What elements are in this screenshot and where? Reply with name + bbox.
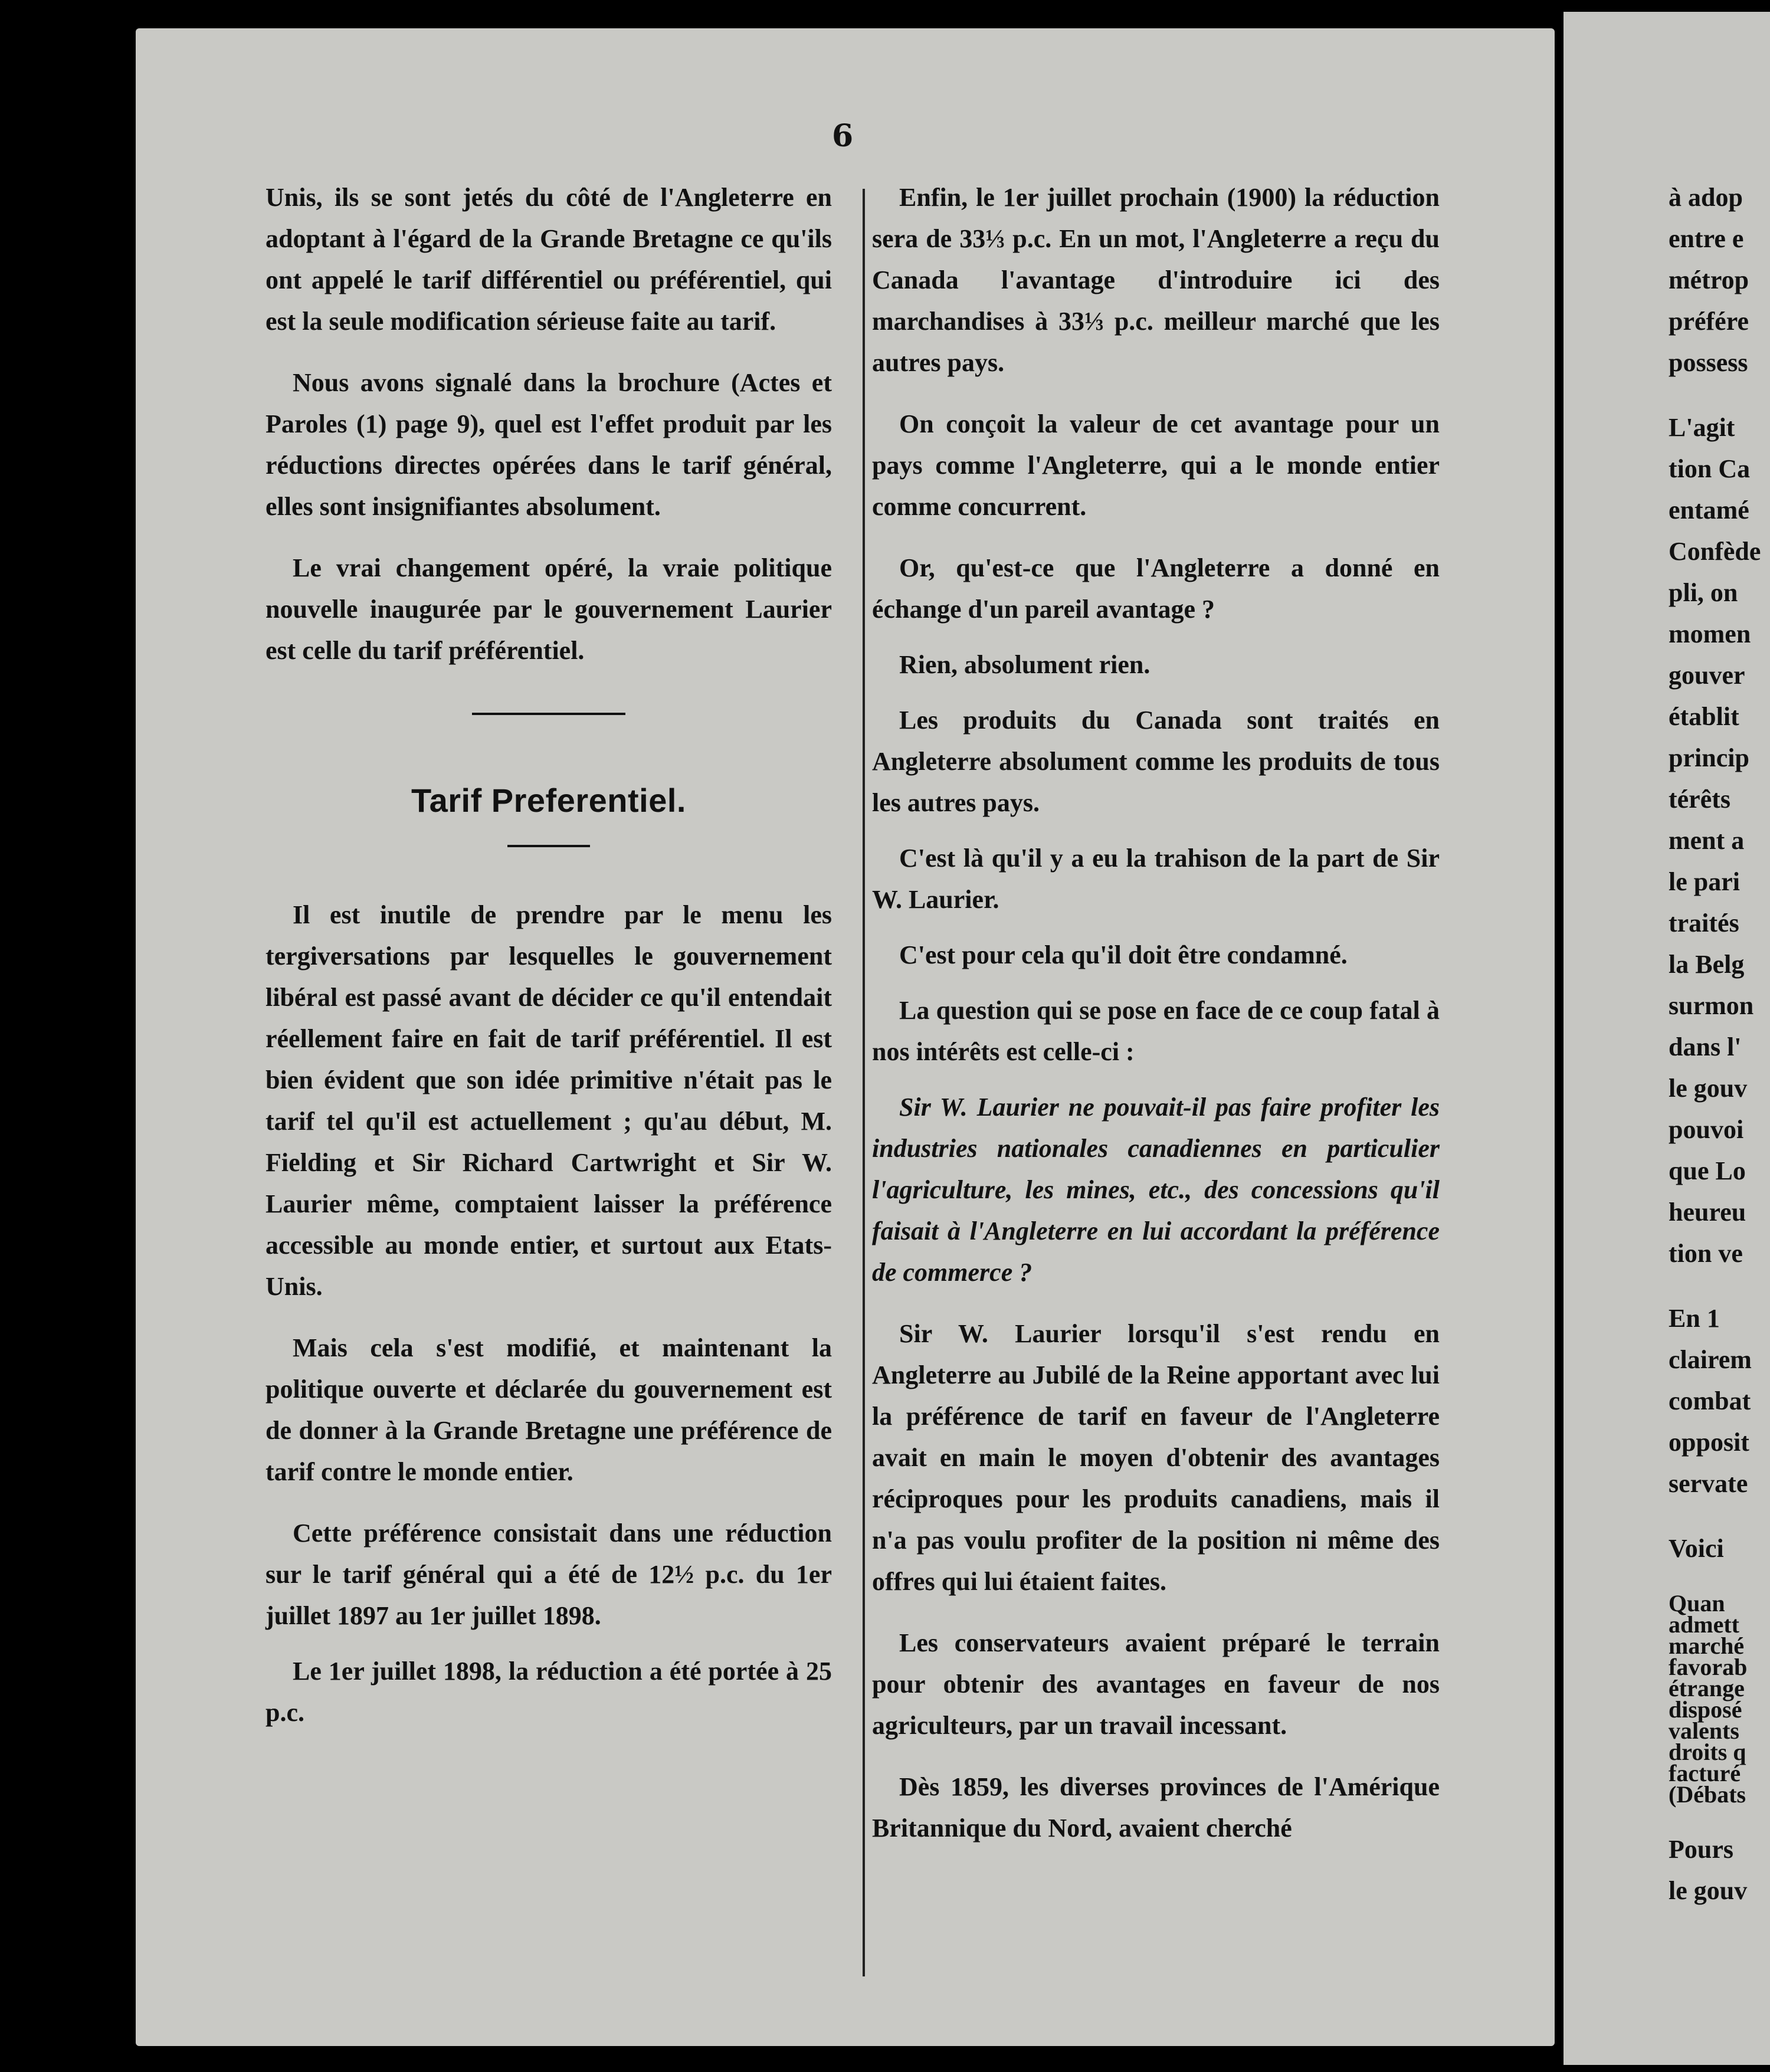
fragment-line: Voici bbox=[1669, 1534, 1724, 1563]
fragment-line: tion ve bbox=[1669, 1239, 1743, 1268]
fragment-line: heureu bbox=[1669, 1198, 1746, 1227]
column-divider bbox=[863, 189, 865, 1976]
fragment-line: valents bbox=[1669, 1717, 1739, 1744]
paragraph: Mais cela s'est modifié, et maintenant la politique ouverte et déclarée du gouvernement est de donner à la Grande Bretagne une préférence de tarif contre le monde entier. bbox=[266, 1333, 832, 1486]
section-title: Tarif Preferentiel. bbox=[411, 782, 686, 819]
fragment-line: combat bbox=[1669, 1386, 1751, 1415]
fragment-line: clairem bbox=[1669, 1345, 1752, 1374]
paragraph: Or, qu'est-ce que l'Angleterre a donné en échange d'un pareil avantage ? bbox=[872, 553, 1440, 624]
fragment-line: entamé bbox=[1669, 496, 1749, 524]
fragment-line: (Débats bbox=[1669, 1781, 1746, 1808]
fragment-line: entre e bbox=[1669, 224, 1744, 253]
fragment-line: pouvoi bbox=[1669, 1115, 1744, 1144]
fragment-line: à adop bbox=[1669, 183, 1743, 212]
fragment-line: facturé bbox=[1669, 1760, 1741, 1786]
fragment-line: En 1 bbox=[1669, 1304, 1720, 1333]
paragraph: Rien, absolument rien. bbox=[899, 650, 1150, 679]
paragraph: C'est pour cela qu'il doit être condamné. bbox=[899, 940, 1348, 969]
fragment-line: tion Ca bbox=[1669, 454, 1751, 483]
paragraph: Il est inutile de prendre par le menu les tergiversations par lesquelles le gouvernement libéral est passé avant de décider ce qu'il entendait réellement faire en fait de tarif préférentiel. Il est bien évident que son idée primitive n'était pas le tarif tel qu'il est actuellement ; qu'au début, M. Fielding et Sir Richard Cartwright et Sir W. Laurier même, comptaient laisser la préférence accessible au monde entier, et surtout aux Etats-Unis. bbox=[266, 900, 832, 1301]
paragraph: Unis, ils se sont jetés du côté de l'Angleterre en adoptant à l'égard de la Grande Bretagne ce qu'ils ont appelé le tarif différentiel ou préférentiel, qui est la seule modification sérieuse faite au tarif. bbox=[266, 183, 832, 336]
fragment-line: possess bbox=[1669, 348, 1748, 377]
paragraph: C'est là qu'il y a eu la trahison de la part de Sir W. Laurier. bbox=[872, 844, 1440, 914]
fragment-line: servate bbox=[1669, 1469, 1748, 1498]
paragraph: Les produits du Canada sont traités en Angleterre absolument comme les produits de tous les autres pays. bbox=[872, 706, 1440, 817]
italic-text: Sir W. Laurier ne pouvait-il pas faire profiter les industries nationales canadiennes en particulier l'agriculture, les mines, etc., des concessions qu'il faisait à l'Angleterre en lui accordant la préférence de commerce ? bbox=[872, 1093, 1440, 1287]
paragraph: Enfin, le 1er juillet prochain (1900) la réduction sera de 33⅓ p.c. En un mot, l'Angleterre a reçu du Canada l'avantage d'introduire ici des marchandises à 33⅓ p.c. meilleur marché que les autres pays. bbox=[872, 183, 1440, 377]
fragment-line: Quan bbox=[1669, 1590, 1725, 1617]
fragment-line: opposit bbox=[1669, 1428, 1749, 1457]
paragraph: Sir W. Laurier lorsqu'il s'est rendu en Angleterre au Jubilé de la Reine apportant avec lui la préférence de tarif en faveur de l'Angleterre avait en main le moyen d'obtenir des avantages réciproques pour les produits canadiens, mais il n'a pas voulu profiter de la position ni même des offres qui lui étaient faites. bbox=[872, 1319, 1440, 1596]
fragment-line: marché bbox=[1669, 1632, 1745, 1659]
fragment-line: pli, on bbox=[1669, 578, 1738, 607]
paragraph: Le 1er juillet 1898, la réduction a été portée à 25 p.c. bbox=[266, 1657, 832, 1727]
paragraph: On conçoit la valeur de cet avantage pour un pays comme l'Angleterre, qui a le monde entier comme concurrent. bbox=[872, 409, 1440, 521]
fragment-line: térêts bbox=[1669, 785, 1731, 814]
paragraph: Dès 1859, les diverses provinces de l'Amérique Britannique du Nord, avaient cherché bbox=[872, 1772, 1440, 1842]
left-column bbox=[266, 177, 832, 1753]
adjacent-page-text bbox=[1669, 177, 1770, 1912]
page-number: 6 bbox=[832, 118, 854, 154]
fragment-line: le gouv bbox=[1669, 1876, 1748, 1905]
paragraph: La question qui se pose en face de ce coup fatal à nos intérêts est celle-ci : bbox=[872, 996, 1440, 1066]
fragment-line: droits q bbox=[1669, 1739, 1746, 1765]
fragment-line: établit bbox=[1669, 702, 1739, 731]
paragraph: Le vrai changement opéré, la vraie politique nouvelle inaugurée par le gouvernement Laurier est celle du tarif préférentiel. bbox=[266, 553, 832, 665]
fragment-line: admett bbox=[1669, 1611, 1739, 1638]
right-column bbox=[872, 177, 1440, 1869]
fragment-line: la Belg bbox=[1669, 950, 1745, 979]
fragment-line: disposé bbox=[1669, 1696, 1742, 1723]
fragment-line: L'agit bbox=[1669, 413, 1735, 442]
fragment-line: que Lo bbox=[1669, 1156, 1746, 1185]
fragment-line: le pari bbox=[1669, 867, 1740, 896]
fragment-line: gouver bbox=[1669, 661, 1745, 690]
italic-paragraph bbox=[872, 1087, 1440, 1293]
fragment-line: surmon bbox=[1669, 991, 1754, 1020]
section-rule-top bbox=[472, 713, 625, 715]
fragment-line: métrop bbox=[1669, 265, 1749, 294]
paragraph: Nous avons signalé dans la brochure (Actes et Paroles (1) page 9), quel est l'effet produit par les réductions directes opérées dans le tarif général, elles sont insignifiantes absolument. bbox=[266, 368, 832, 521]
fragment-line: le gouv bbox=[1669, 1074, 1748, 1103]
fragment-line: traités bbox=[1669, 909, 1739, 937]
fragment-line: ment a bbox=[1669, 826, 1745, 855]
fragment-line: Confède bbox=[1669, 537, 1761, 566]
fragment-line: étrange bbox=[1669, 1675, 1745, 1701]
paragraph: Cette préférence consistait dans une réduction sur le tarif général qui a été de 12½ p.c. du 1er juillet 1897 au 1er juillet 1898. bbox=[266, 1519, 832, 1630]
section-rule-bottom bbox=[507, 845, 590, 847]
fragment-line: dans l' bbox=[1669, 1032, 1742, 1061]
fragment-line: Pours bbox=[1669, 1835, 1733, 1864]
fragment-line: préfére bbox=[1669, 307, 1749, 336]
fragment-line: favorab bbox=[1669, 1654, 1748, 1680]
fragment-line: momen bbox=[1669, 619, 1751, 648]
paragraph: Les conservateurs avaient préparé le terrain pour obtenir des avantages en faveur de nos agriculteurs, par un travail incessant. bbox=[872, 1628, 1440, 1740]
fragment-line: princip bbox=[1669, 743, 1749, 772]
